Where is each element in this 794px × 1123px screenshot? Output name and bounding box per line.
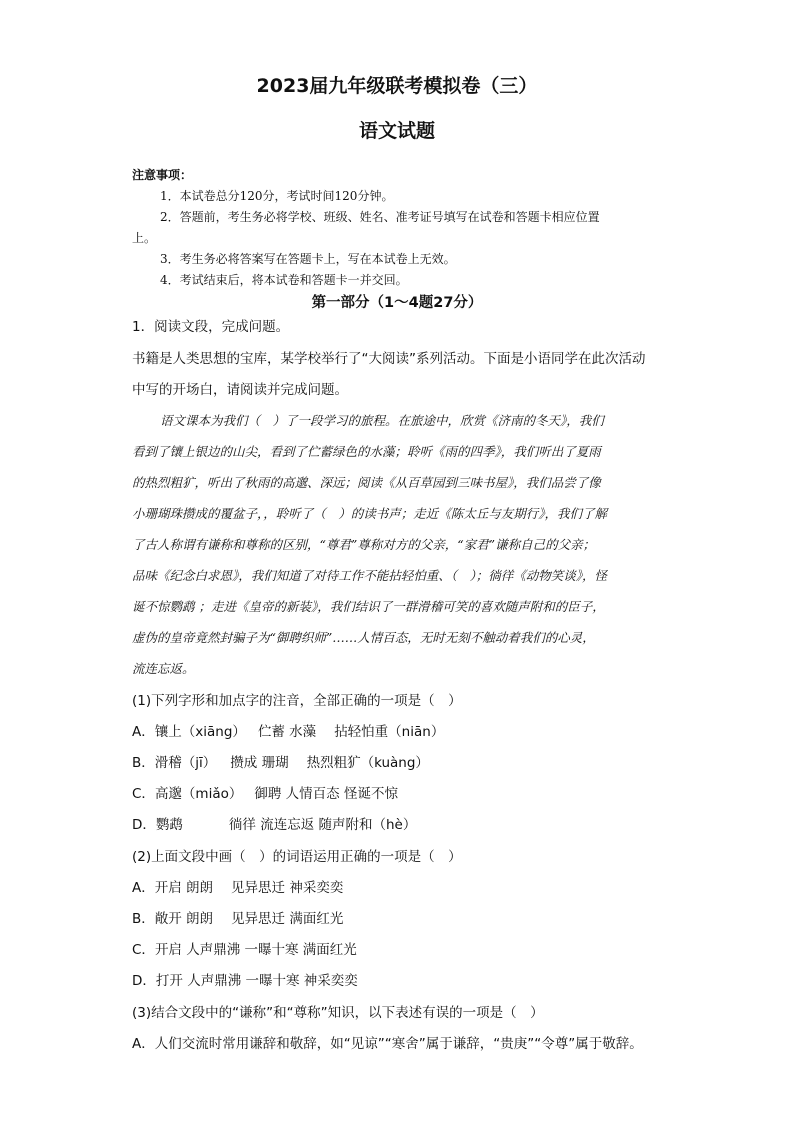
option-label: B． <box>132 755 155 771</box>
question-stem: 1．阅读文段，完成问题。 <box>132 319 290 335</box>
option-text: 伫蓄 水藻 <box>257 724 317 740</box>
notes-item: 3．考生务必将答案写在答题卡上，写在本试卷上无效。 <box>160 252 456 266</box>
sub-question-stem: (2)上面文段中画（ ）的词语运用正确的一项是（ ） <box>132 849 462 865</box>
passage-line: 看到了镶上银边的山尖，看到了伫蓄绿色的水藻；聆听《雨的四季》，我们听出了夏雨 <box>132 444 601 459</box>
passage-line: 品味《纪念白求恩》，我们知道了对待工作不能拈轻怕重、（ ）；徜徉《动物笑谈》，怪 <box>132 568 608 583</box>
passage-line: 语文课本为我们（ ）了一段学习的旅程。在旅途中，欣赏《济南的冬天》，我们 <box>160 413 604 428</box>
option-a[interactable] <box>132 723 444 741</box>
option-c[interactable] <box>132 941 357 959</box>
option-text: 开启 人声鼎沸 一曝十寒 满面红光 <box>154 942 357 958</box>
notes-item: 1．本试卷总分120分，考试时间120分钟。 <box>160 189 394 203</box>
option-a[interactable] <box>132 879 343 897</box>
option-text: 人们交流时常用谦辞和敬辞，如“见谅”“寒舍”属于谦辞，“贵庚”“令尊”属于敬辞。 <box>154 1036 643 1052</box>
option-text: 滑稽（jī） <box>154 755 217 771</box>
option-label: B． <box>132 911 155 927</box>
part1-heading: 第一部分（1～4题27分） <box>311 295 483 311</box>
passage-line: 的热烈粗犷，听出了秋雨的高邈、深远；阅读《从百草园到三味书屋》，我们品尝了像 <box>132 475 601 490</box>
option-text: 镶上（xiāng） <box>154 724 246 740</box>
option-text: 攒成 珊瑚 <box>230 755 289 771</box>
passage-line: 流连忘返。 <box>132 661 195 676</box>
option-text: 拈轻怕重（niān） <box>334 724 445 740</box>
option-label: A． <box>132 724 155 740</box>
option-text: 热烈粗犷（kuàng） <box>306 755 429 771</box>
option-label: D． <box>132 973 156 989</box>
passage-line: 了古人称谓有谦称和尊称的区别，“尊君”尊称对方的父亲，“家君”谦称自己的父亲； <box>132 537 596 552</box>
option-label: C． <box>132 786 155 802</box>
option-a[interactable] <box>132 1035 643 1053</box>
option-label: C． <box>132 942 155 958</box>
option-text: 见异思迁 神采奕奕 <box>231 880 344 896</box>
exam-subject: 语文试题 <box>358 120 435 142</box>
notes-heading: 注意事项： <box>132 168 193 182</box>
option-text: 见异思迁 满面红光 <box>231 911 344 927</box>
option-text: 敞开 朗朗 <box>154 911 214 927</box>
option-text: 徜徉 流连忘返 随声附和（hè） <box>228 817 417 833</box>
passage-line: 诞不惊鹦鹉 ；走进《皇帝的新装》，我们结识了一群滑稽可笑的喜欢随声附和的臣子， <box>132 599 605 614</box>
option-text: 鹦鹉 <box>155 817 183 833</box>
option-label: A． <box>132 880 155 896</box>
option-label: D． <box>132 817 156 833</box>
notes-item: 2．答题前，考生务必将学校、班级、姓名、准考证号填写在试卷和答题卡相应位置 <box>160 210 600 224</box>
option-label: A． <box>132 1036 155 1052</box>
notes-item: 4．考试结束后，将本试卷和答题卡一并交回。 <box>160 273 408 287</box>
option-d[interactable] <box>132 816 416 834</box>
exam-title: 2023届九年级联考模拟卷（三） <box>256 75 538 97</box>
passage-line: 小珊瑚珠攒成的覆盆子，，聆听了（ ）的读书声；走近《陈太丘与友期行》，我们了解 <box>132 506 608 521</box>
option-text: 打开 人声鼎沸 一曝十寒 神采奕奕 <box>155 973 358 989</box>
option-text: 开启 朗朗 <box>154 880 214 896</box>
option-d[interactable] <box>132 972 358 990</box>
option-text: 高邈（miǎo） <box>154 786 243 802</box>
option-b[interactable] <box>132 910 343 928</box>
passage-line: 虚伪的皇帝竟然封骗子为“御聘织师”……人情百态，无时无刻不触动着我们的心灵， <box>132 630 595 645</box>
notes-item: 上。 <box>132 231 157 245</box>
intro-line: 书籍是人类思想的宝库，某学校举行了“大阅读”系列活动。下面是小语同学在此次活动 <box>132 351 646 367</box>
option-c[interactable] <box>132 785 398 803</box>
option-b[interactable] <box>132 754 429 772</box>
sub-question-stem: (1)下列字形和加点字的注音，全部正确的一项是（ ） <box>132 693 462 709</box>
sub-question-stem: (3)结合文段中的“谦称”和“尊称”知识，以下表述有误的一项是（ ） <box>132 1005 544 1021</box>
option-text: 御聘 人情百态 怪诞不惊 <box>254 786 398 802</box>
intro-line: 中写的开场白，请阅读并完成问题。 <box>132 382 348 398</box>
